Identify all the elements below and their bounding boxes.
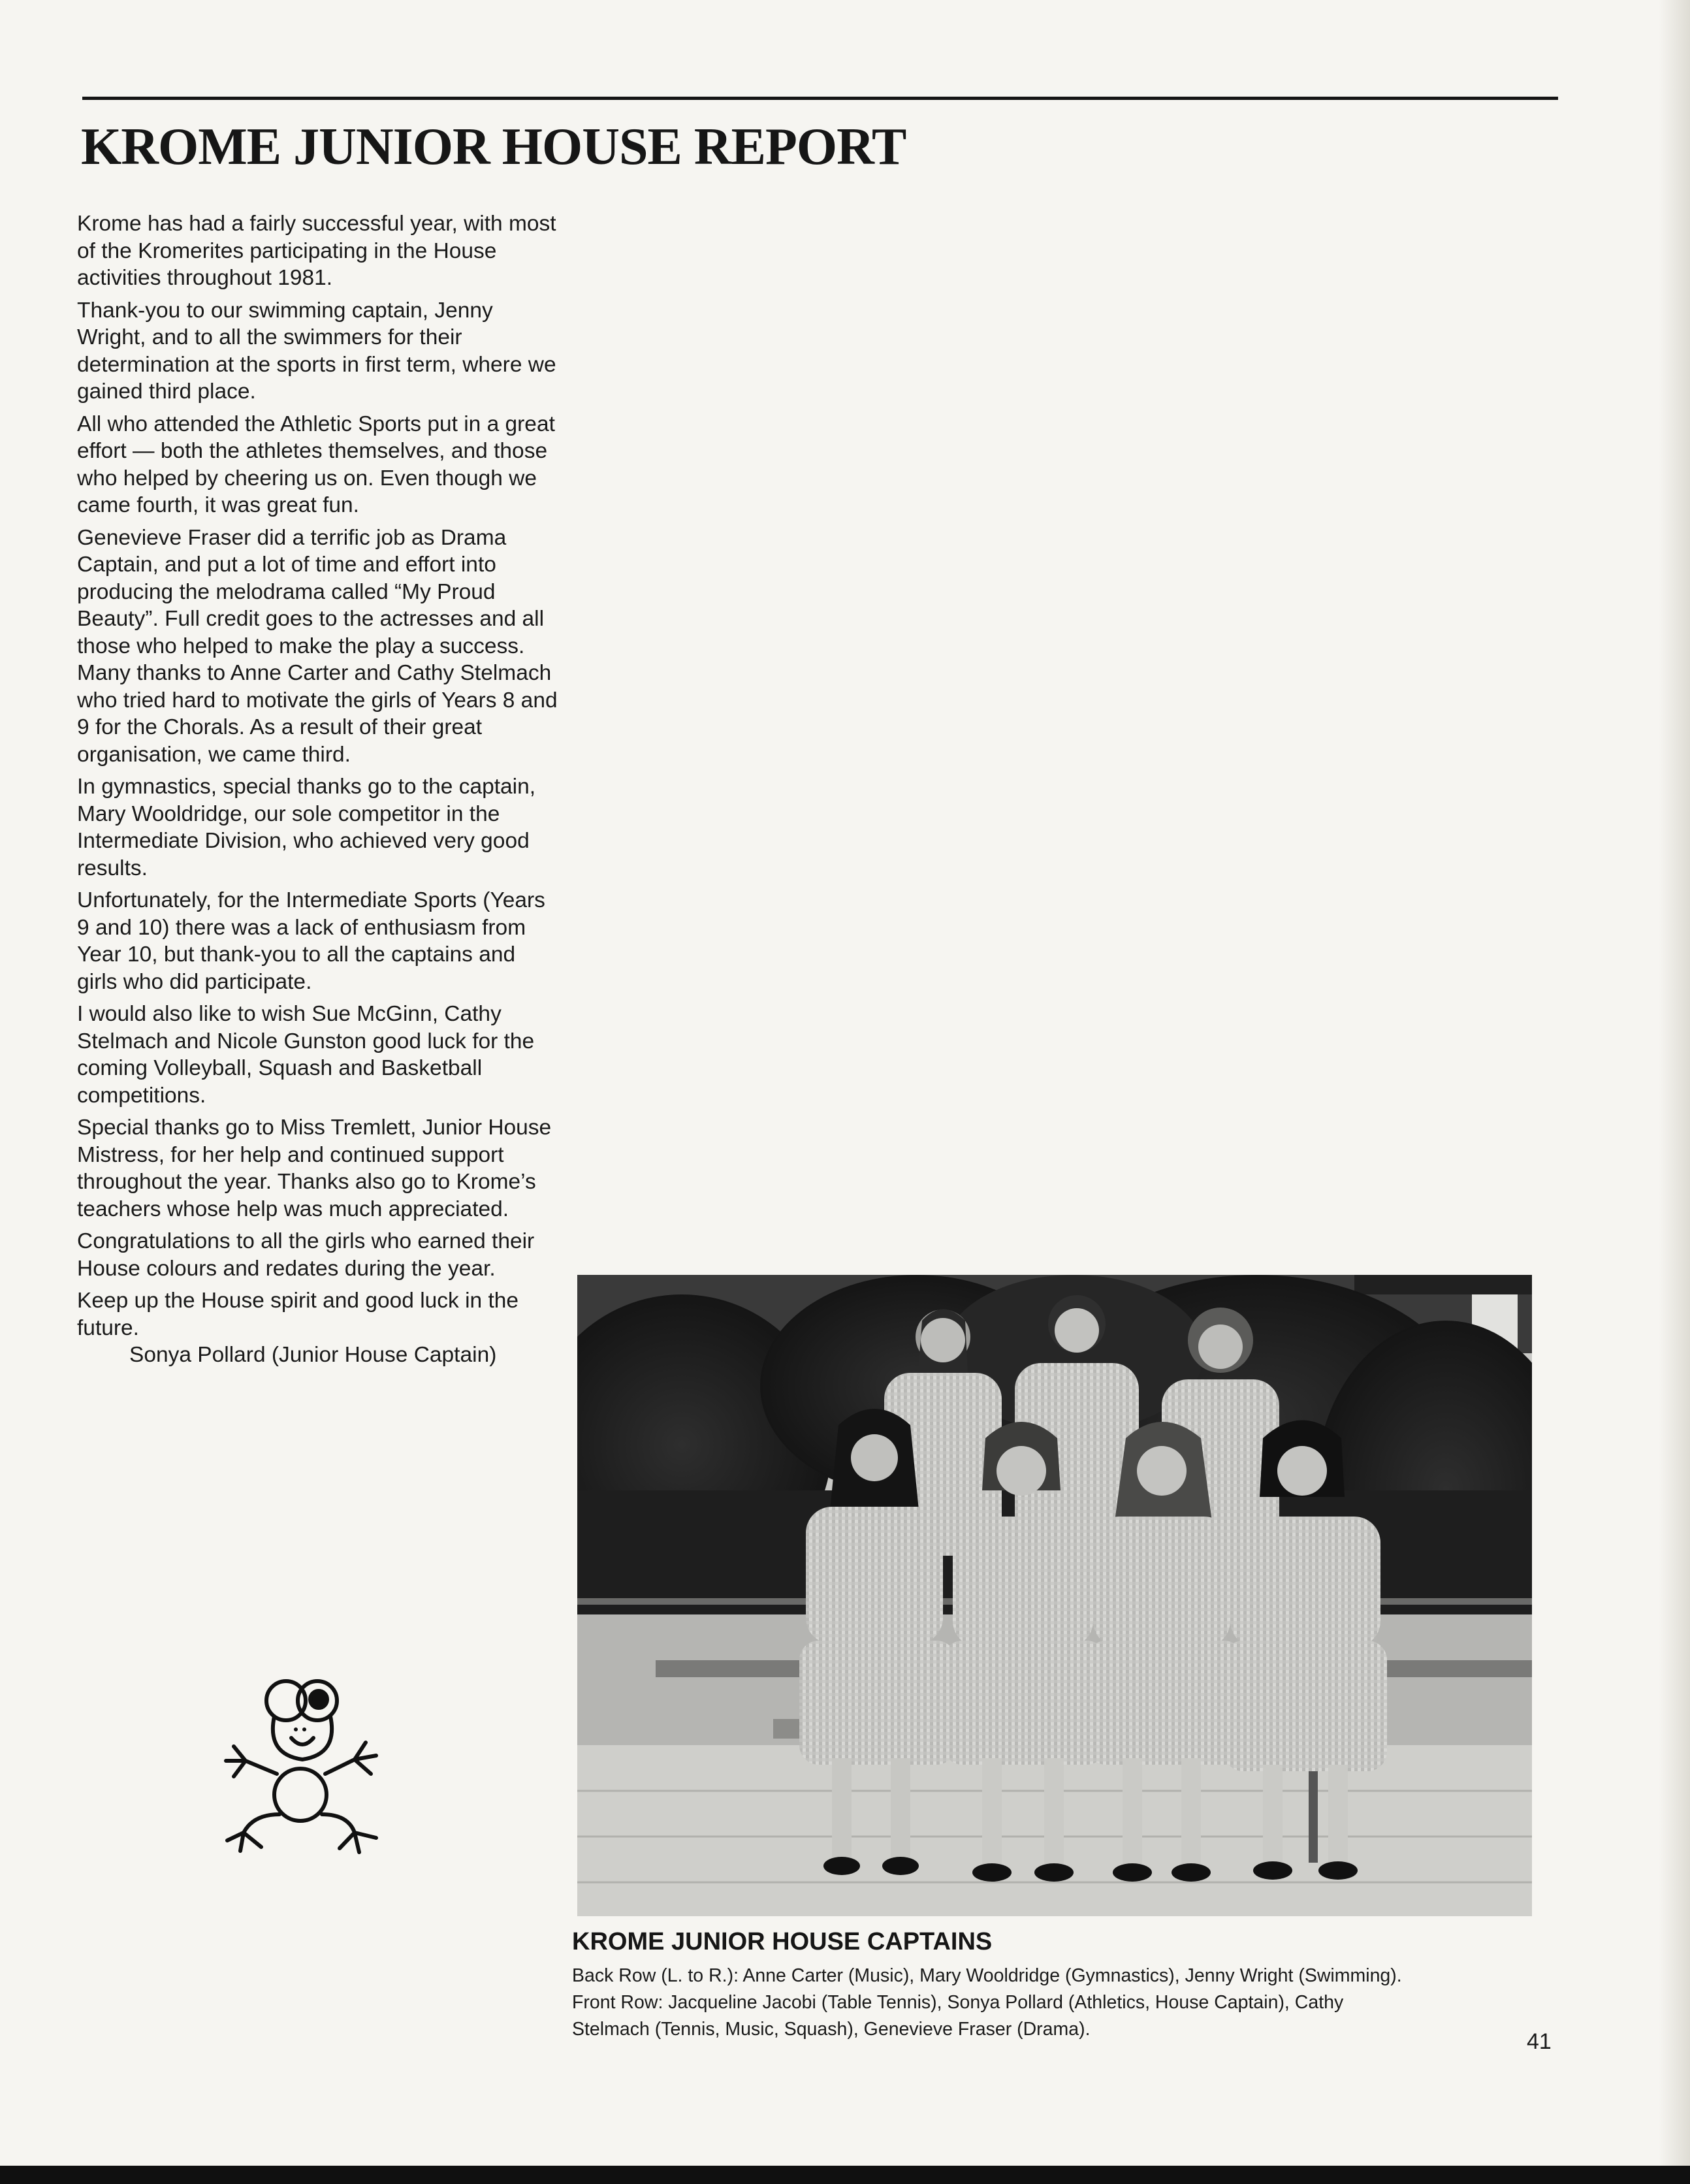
- report-paragraph: Krome has had a fairly successful year, with most of the Kromerites participating in the House activities throughout 1981.: [77, 212, 556, 290]
- caption-line-front-row: Front Row: Jacqueline Jacobi (Table Tennis), Sonya Pollard (Athletics, House Captain), Cathy: [572, 1992, 1344, 2013]
- page-number: 41: [1527, 2029, 1552, 2054]
- photo-caption-title: KROME JUNIOR HOUSE CAPTAINS: [572, 1928, 993, 1955]
- report-paragraph: Keep up the House spirit and good luck in the future.: [77, 1289, 519, 1340]
- report-paragraph: Unfortunately, for the Intermediate Sports (Years 9 and 10) there was a lack of enthusiasm from Year 10, but thank-you to all the captains and girls who did participate.: [77, 888, 545, 994]
- report-paragraph: Special thanks go to Miss Tremlett, Junior House Mistress, for her help and continued support throughout the year. Thanks also go to Krome’s teachers whose help was much appreciated.: [77, 1116, 552, 1221]
- photo-caption: [572, 1963, 1565, 2043]
- report-paragraph: Many thanks to Anne Carter and Cathy Stelmach who tried hard to motivate the girls of Years 8 and 9 for the Chorals. As a result of their great organisation, we came third.: [77, 661, 558, 767]
- caption-line-back-row: Back Row (L. to R.): Anne Carter (Music), Mary Wooldridge (Gymnastics), Jenny Wright (Swimming).: [572, 1965, 1402, 1986]
- frog-drawing-icon: [214, 1669, 391, 1859]
- report-paragraph: Genevieve Fraser did a terrific job as Drama Captain, and put a lot of time and effort into producing the melodrama called “My Proud Beauty”. Full credit goes to the actresses and all those who helped to make the play a success.: [77, 525, 545, 658]
- report-paragraph: Thank-you to our swimming captain, Jenny Wright, and to all the swimmers for their determination at the sports in first term, where we gained third place.: [77, 298, 556, 404]
- report-body: [77, 210, 560, 1369]
- page-title: KROME JUNIOR HOUSE REPORT: [81, 118, 906, 176]
- report-paragraph: All who attended the Athletic Sports put in a great effort — both the athletes themselves, and those who helped by cheering us on. Even though we came fourth, it was great fun.: [77, 411, 555, 517]
- bottom-edge: [0, 2166, 1690, 2184]
- report-paragraph: Congratulations to all the girls who earned their House colours and redates during the year.: [77, 1229, 535, 1281]
- house-captains-photo: [577, 1275, 1532, 1916]
- header-rule: [82, 97, 1558, 100]
- page-gutter-shadow: [1659, 0, 1690, 2166]
- caption-line-front-row-cont: Stelmach (Tennis, Music, Squash), Genevieve Fraser (Drama).: [572, 2019, 1091, 2040]
- report-signature: Sonya Pollard (Junior House Captain): [129, 1343, 497, 1367]
- report-paragraph: In gymnastics, special thanks go to the captain, Mary Wooldridge, our sole competitor in the Intermediate Division, who achieved very good results.: [77, 775, 536, 880]
- report-paragraph: I would also like to wish Sue McGinn, Cathy Stelmach and Nicole Gunston good luck for the coming Volleyball, Squash and Basketball competitions.: [77, 1002, 535, 1108]
